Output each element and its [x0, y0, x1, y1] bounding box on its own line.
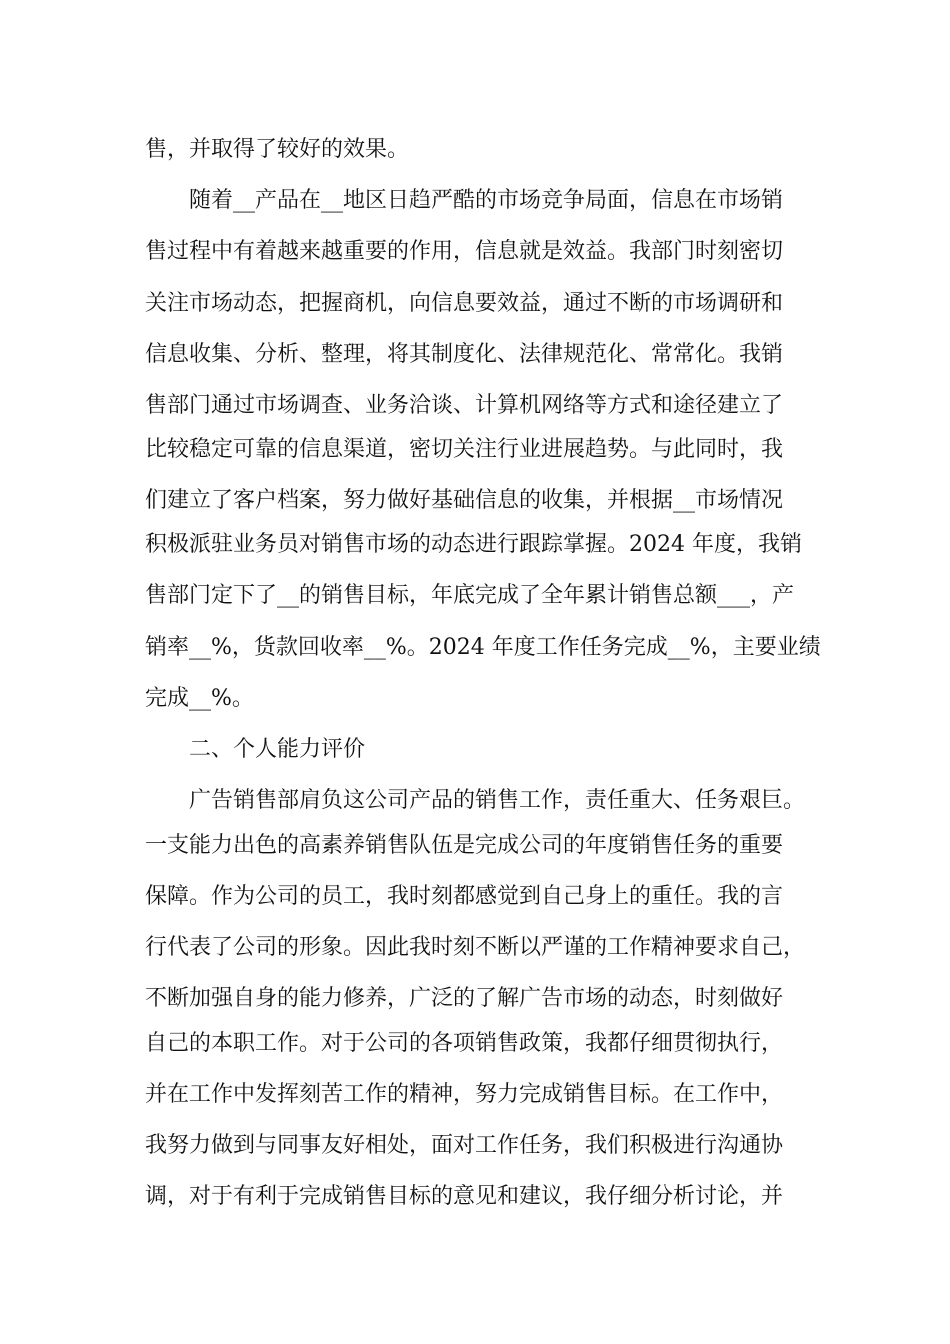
text-line: 比较稳定可靠的信息渠道，密切关注行业进展趋势。与此同时，我: [145, 437, 784, 462]
text-line: 售，并取得了较好的效果。: [145, 137, 410, 162]
text-line: 保障。作为公司的员工，我时刻都感觉到自己身上的重任。我的言: [145, 884, 784, 909]
text-line: 一支能力出色的高素养销售队伍是完成公司的年度销售任务的重要: [145, 833, 784, 858]
text-line: 售部门通过市场调查、业务洽谈、计算机网络等方式和途径建立了: [145, 393, 784, 418]
text-line: 关注市场动态，把握商机，向信息要效益，通过不断的市场调研和: [145, 291, 784, 316]
text-line: 广告销售部肩负这公司产品的销售工作，责任重大、任务艰巨。: [189, 788, 806, 813]
text-line: 售部门定下了__的销售目标，年底完成了全年累计销售总额___，产: [145, 583, 795, 608]
text-line: 不断加强自身的能力修养，广泛的了解广告市场的动态，时刻做好: [145, 986, 784, 1011]
text-line: 销率__%，货款回收率__%。2024 年度工作任务完成__%，主要业绩: [145, 635, 821, 660]
section-heading: 二、个人能力评价: [189, 737, 366, 762]
text-line: 行代表了公司的形象。因此我时刻不断以严谨的工作精神要求自己，: [145, 935, 806, 960]
text-line: 们建立了客户档案，努力做好基础信息的收集，并根据__市场情况: [145, 488, 784, 513]
text-line: 我努力做到与同事友好相处，面对工作任务，我们积极进行沟通协: [145, 1133, 784, 1158]
text-line: 随着__产品在__地区日趋严酷的市场竞争局面，信息在市场销: [189, 188, 784, 213]
text-line: 完成__%。: [145, 686, 254, 711]
text-line: 积极派驻业务员对销售市场的动态进行跟踪掌握。2024 年度，我销: [145, 532, 802, 557]
text-line: 售过程中有着越来越重要的作用，信息就是效益。我部门时刻密切: [145, 239, 784, 264]
text-line: 信息收集、分析、整理，将其制度化、法律规范化、常常化。我销: [145, 342, 784, 367]
text-line: 并在工作中发挥刻苦工作的精神，努力完成销售目标。在工作中，: [145, 1082, 784, 1107]
text-line: 调，对于有利于完成销售目标的意见和建议，我仔细分析讨论，并: [145, 1184, 784, 1209]
text-line: 自己的本职工作。对于公司的各项销售政策，我都仔细贯彻执行，: [145, 1031, 784, 1056]
